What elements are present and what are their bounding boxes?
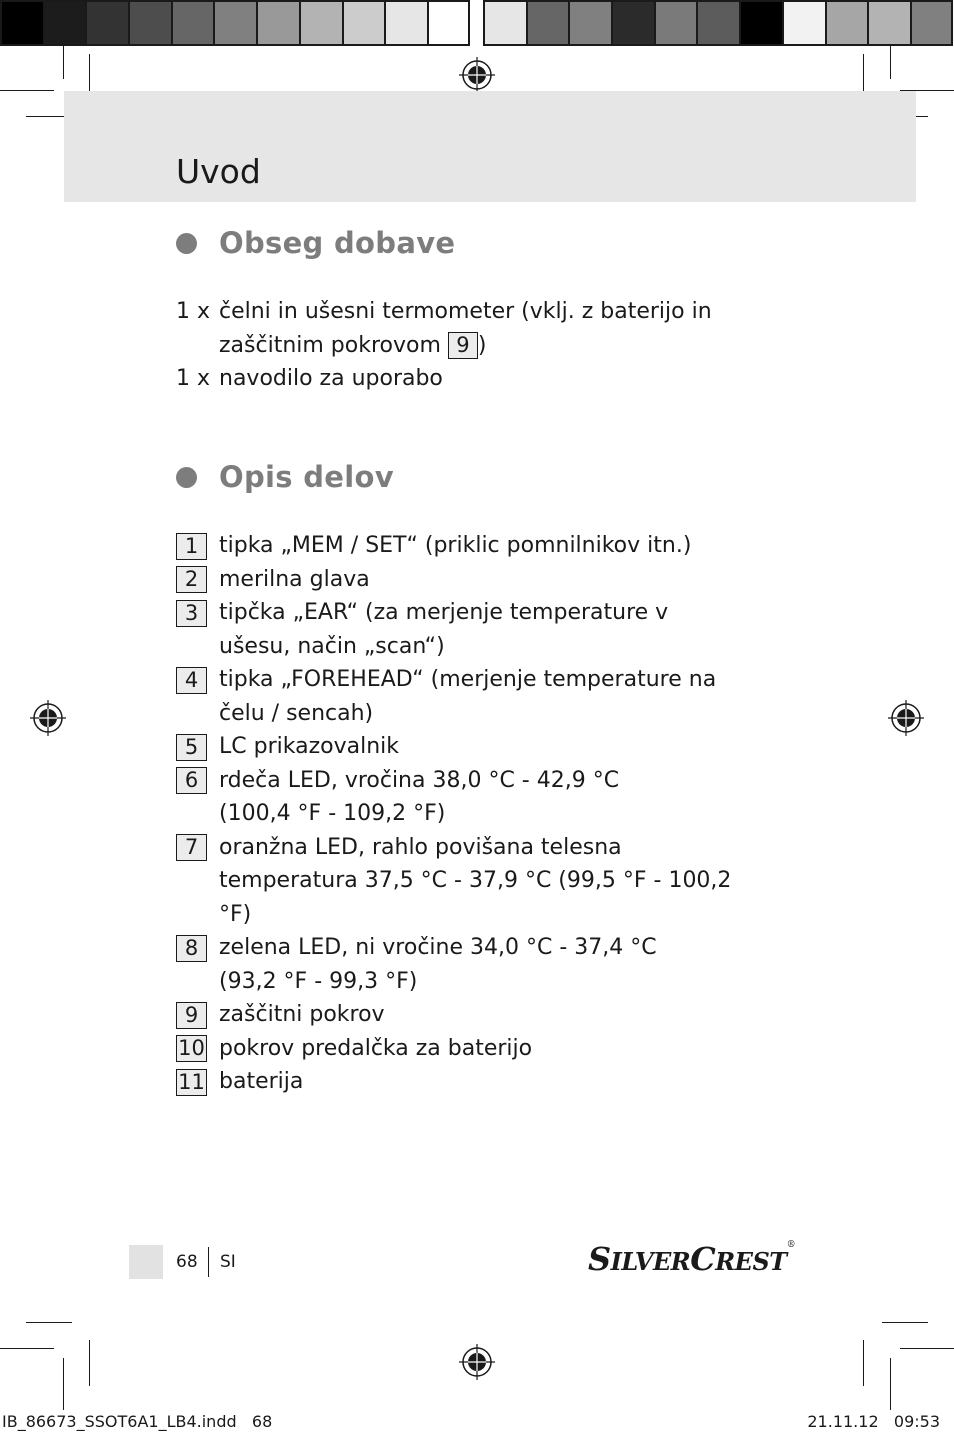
part-number: 6 (176, 767, 207, 794)
crop-mark (882, 1322, 928, 1323)
color-swatch (384, 0, 427, 46)
part-number: 3 (176, 600, 207, 627)
item-quantity: 1 x (176, 366, 211, 391)
part-item (176, 1065, 776, 1099)
registration-mark-icon (888, 700, 924, 736)
color-swatch (910, 0, 953, 46)
part-description: oranžna LED, rahlo povišana telesna temperatura 37,5 °C - 37,9 °C (99,5 °F - 100,2 °F) (219, 834, 732, 927)
part-description: merilna glava (219, 566, 370, 592)
part-description: rdeča LED, vročina 38,0 °C - 42,9 °C (100,4 °F - 109,2 °F) (219, 767, 620, 826)
part-number: 4 (176, 667, 207, 694)
color-swatch (43, 0, 86, 46)
part-description: tipka „FOREHEAD“ (merjenje temperature na čelu / sencah) (219, 667, 717, 726)
part-item (176, 1032, 776, 1066)
color-swatch (568, 0, 611, 46)
bullet-icon (176, 467, 197, 488)
color-swatch (825, 0, 868, 46)
part-item (176, 730, 776, 764)
part-description: tipčka „EAR“ (za merjenje temperature v ušesu, način „scan“) (219, 600, 669, 659)
part-number: 10 (176, 1035, 207, 1062)
page-number: 68 (176, 1252, 198, 1272)
section-title: Obseg dobave (219, 226, 456, 260)
part-item (176, 596, 776, 663)
part-item (176, 831, 776, 932)
part-number: 7 (176, 834, 207, 861)
slug-datetime: 21.11.12 09:53 (807, 1412, 940, 1431)
color-swatch (427, 0, 470, 46)
item-text: čelni in ušesni termometer (vklj. z baterijo in zaščitnim pokrovom (219, 299, 712, 358)
color-swatch (611, 0, 654, 46)
footer-divider (208, 1247, 209, 1277)
crop-mark (0, 90, 54, 91)
part-item (176, 931, 776, 998)
section-heading-parts (176, 460, 394, 494)
color-swatch (526, 0, 569, 46)
part-number: 11 (176, 1069, 207, 1096)
color-swatch (867, 0, 910, 46)
registration-mark-icon (30, 700, 66, 736)
color-swatch (782, 0, 825, 46)
parts-list (176, 529, 776, 1099)
color-swatch (256, 0, 299, 46)
item-description (219, 295, 776, 362)
registration-mark-icon (459, 1344, 495, 1380)
page-title: Uvod (176, 152, 261, 191)
color-swatch (0, 0, 43, 46)
color-swatch (739, 0, 782, 46)
footer-tab (129, 1245, 163, 1279)
crop-mark (863, 1340, 864, 1386)
part-item (176, 764, 776, 831)
part-description: tipka „MEM / SET“ (priklic pomnilnikov itn.) (219, 533, 692, 558)
item-description: navodilo za uporabo (219, 366, 443, 391)
language-code: SI (220, 1252, 236, 1272)
color-swatch (171, 0, 214, 46)
list-item (176, 295, 776, 362)
bullet-icon (176, 233, 197, 254)
list-item (176, 362, 776, 396)
part-number: 9 (176, 1002, 207, 1029)
scope-list (176, 295, 776, 396)
part-item (176, 998, 776, 1032)
part-number: 5 (176, 734, 207, 761)
color-bar-left (0, 0, 470, 46)
crop-mark (63, 1358, 64, 1410)
registration-mark-icon (459, 57, 495, 93)
section-title: Opis delov (219, 460, 394, 494)
color-swatch (342, 0, 385, 46)
crop-mark (89, 1340, 90, 1386)
color-swatch (213, 0, 256, 46)
item-suffix: ) (477, 332, 487, 358)
color-swatch (696, 0, 739, 46)
part-number: 8 (176, 935, 207, 962)
part-item (176, 529, 776, 563)
crop-mark (900, 1348, 954, 1349)
part-number: 1 (176, 533, 207, 560)
slug-file-info: IB_86673_SSOT6A1_LB4.indd 68 (2, 1412, 273, 1431)
part-description: LC prikazovalnik (219, 734, 399, 759)
color-swatch (299, 0, 342, 46)
item-quantity: 1 x (176, 299, 211, 324)
brand-logo: SILVERCREST® (588, 1240, 796, 1278)
part-number: 2 (176, 566, 207, 593)
color-swatch (128, 0, 171, 46)
color-swatch (85, 0, 128, 46)
color-swatch (483, 0, 526, 46)
part-description: pokrov predalčka za baterijo (219, 1035, 533, 1061)
color-swatch (654, 0, 697, 46)
crop-mark (63, 46, 64, 79)
part-item (176, 663, 776, 730)
crop-mark (890, 1358, 891, 1410)
crop-mark (890, 46, 891, 79)
crop-mark (26, 1322, 72, 1323)
part-description: zelena LED, ni vročine 34,0 °C - 37,4 °C (93,2 °F - 99,3 °F) (219, 935, 657, 994)
color-bar-right (483, 0, 953, 46)
section-heading-scope (176, 226, 455, 260)
crop-mark (0, 1348, 54, 1349)
part-description: baterija (219, 1069, 304, 1094)
reference-number: 9 (448, 332, 478, 359)
part-item (176, 563, 776, 597)
part-description: zaščitni pokrov (219, 1002, 385, 1027)
